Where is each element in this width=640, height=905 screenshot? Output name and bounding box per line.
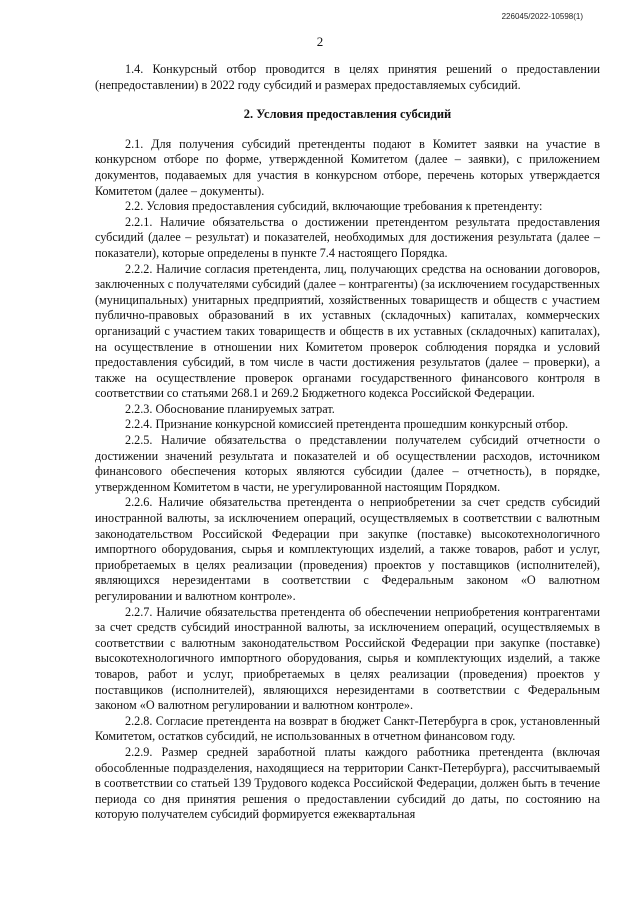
page-number: 2 [316,34,324,49]
section-title: 2. Условия предоставления субсидий [243,107,452,122]
paragraph-2-2: 2.2. Условия предоставления субсидий, включающие требования к претенденту: [125,199,543,214]
document-body [95,62,600,823]
paragraph-2-2-6: 2.2.6. Наличие обязательства претендента о неприобретении за счет средств субсидий иностранной валюты, за исключением операций, осуществляемых в соответствии с валютным законодательством Российской Федерации при закупке (поставке) высокотехнологичного импортного оборудования, сырья и комплектующих изделий, а также товаров, работ и услуг, приобретаемых в целях реализации (проведения) проектов у поставщиков (исполнителей), являющихся нерезидентами в соответствии с Федеральным законом «О валютном регулировании и валютном контроле». [95,495,600,603]
paragraph-2-2-5: 2.2.5. Наличие обязательства о представлении получателем субсидий отчетности о достижении значений результата и показателей и об осуществлении расходов, источником финансового обеспечения которых являются субсидии (далее – отчетность), в порядке, утвержденном Комитетом в части, не урегулированной настоящим Порядком. [95,433,600,494]
paragraph-2-2-9: 2.2.9. Размер средней заработной платы каждого работника претендента (включая обособленные подразделения, находящиеся на территории Санкт-Петербурга), рассчитываемый в соответствии со статьей 139 Трудового кодекса Российской Федерации, должен быть в течение периода со дня принятия решения о предоставлении субсидий до даты, по состоянию на которую получателем субсидий формируется ежеквартальная [95,744,600,822]
paragraph-2-2-4: 2.2.4. Признание конкурсной комиссией претендента прошедшим конкурсный отбор. [125,417,569,432]
paragraph-2-1: 2.1. Для получения субсидий претенденты подают в Комитет заявки на участие в конкурсном отборе по форме, утвержденной Комитетом (далее – заявки), с приложением документов, подаваемых для участия в конкурсном отборе, перечень которых утверждается Комитетом (далее – документы). [95,136,600,198]
paragraph-1-4: 1.4. Конкурсный отбор проводится в целях принятия решений о предоставлении (непредоставлении) в 2022 году субсидий и размерах предоставляемых субсидий. [95,62,600,92]
document-number: 226045/2022-10598(1) [501,12,583,21]
paragraph-2-2-2: 2.2.2. Наличие согласия претендента, лиц, получающих средства на основании договоров, заключенных с получателями субсидий (далее – контрагенты) (за исключением государственных (муниципальных) унитарных предприятий, хозяйственных товариществ и обществ с участием публично-правовых образований в их уставных (складочных) капиталах, коммерческих организаций с участием таких товариществ и обществ в их уставных (складочных) капиталах), на осуществление в отношении них Комитетом проверок соблюдения порядка и условий предоставления субсидий, в том числе в части достижения результатов (далее – проверки), а также на осуществление проверок органами государственного финансового контроля в соответствии со статьями 268.1 и 269.2 Бюджетного кодекса Российской Федерации. [95,261,600,401]
paragraph-2-2-1: 2.2.1. Наличие обязательства о достижении претендентом результата предоставления субсидий (далее – результат) и показателей, необходимых для достижения результата (далее – показатели), которые определены в пункте 7.4 настоящего Порядка. [95,214,600,260]
paragraph-2-2-7: 2.2.7. Наличие обязательства претендента об обеспечении неприобретения контрагентами за счет средств субсидий иностранной валюты, за исключением операций, осуществляемых в соответствии с валютным законодательством Российской Федерации при закупке (поставке) высокотехнологичного импортного оборудования, сырья и комплектующих изделий, а также товаров, работ и услуг, приобретаемых в целях реализации (проведения) проектов у поставщиков (исполнителей), являющихся нерезидентами в соответствии с Федеральным законом «О валютном регулировании и валютном контроле». [95,604,600,713]
paragraph-2-2-3: 2.2.3. Обоснование планируемых затрат. [125,401,335,416]
paragraph-2-2-8: 2.2.8. Согласие претендента на возврат в бюджет Санкт-Петербурга в срок, установленный Комитетом, остатков субсидий, не использованных в отчетном финансовом году. [95,713,600,744]
